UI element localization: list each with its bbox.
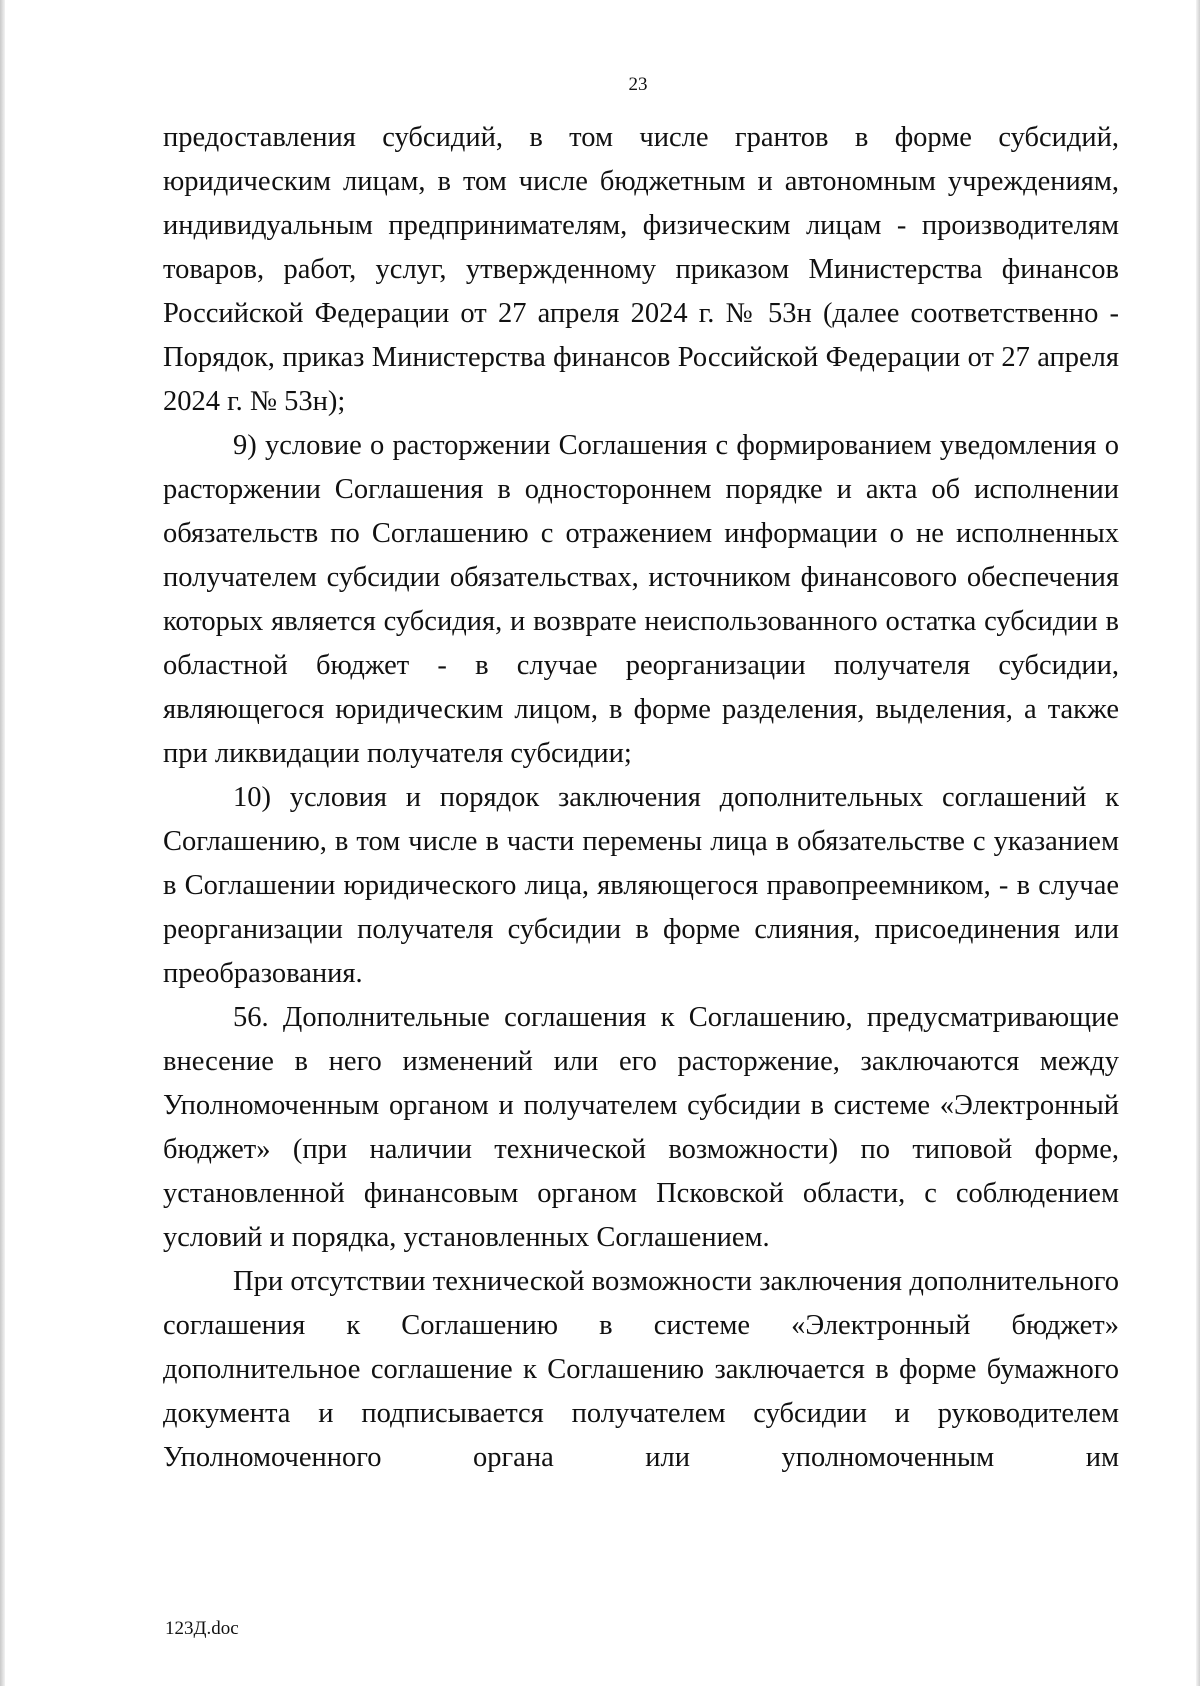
- paragraph-procedure-continuation: предоставления субсидий, в том числе грантов в форме субсидий, юридическим лицам, в том числе бюджетным и автономным учреждениям, индивидуальным предпринимателям, физическим лицам - производителям товаров, работ, услуг, утвержденному приказом Министерства финансов Российской Федерации от 27 апреля 2024 г. № 53н (далее соответственно - Порядок, приказ Министерства финансов Российской Федерации от 27 апреля 2024 г. № 53н);: [163, 122, 1119, 417]
- footer-filename: 123Д.doc: [165, 1618, 239, 1639]
- paragraph-item-9: 9) условие о расторжении Соглашения с формированием уведомления о расторжении Соглашения в одностороннем порядке и акта об исполнении обязательств по Соглашению с отражением информации о не исполненных получателем субсидии обязательствах, источником финансового обеспечения которых является субсидия, и возврате неиспользованного остатка субсидии в областной бюджет - в случае реорганизации получателя субсидии, являющегося юридическим лицом, в форме разделения, выделения, а также при ликвидации получателя субсидии;: [163, 430, 1119, 769]
- scan-edge-right: [1196, 0, 1200, 1686]
- page-number: 23: [628, 74, 648, 95]
- paragraph-item-10: 10) условия и порядок заключения дополнительных соглашений к Соглашению, в том числе в части перемены лица в обязательстве с указанием в Соглашении юридического лица, являющегося правопреемником, - в случае реорганизации получателя субсидии в форме слияния, присоединения или преобразования.: [163, 782, 1119, 989]
- document-body: [163, 116, 1119, 1480]
- paragraph-clause-56: 56. Дополнительные соглашения к Соглашению, предусматривающие внесение в него изменений или его расторжение, заключаются между Уполномоченным органом и получателем субсидии в системе «Электронный бюджет» (при наличии технической возможности) по типовой форме, установленной финансовым органом Псковской области, с соблюдением условий и порядка, установленных Соглашением.: [163, 1002, 1119, 1253]
- scan-edge-left: [0, 0, 5, 1686]
- paragraph-paper-agreement: При отсутствии технической возможности заключения дополнительного соглашения к Соглашению в системе «Электронный бюджет» дополнительное соглашение к Соглашению заключается в форме бумажного документа и подписывается получателем субсидии и руководителем Уполномоченного органа или уполномоченным им: [163, 1266, 1119, 1473]
